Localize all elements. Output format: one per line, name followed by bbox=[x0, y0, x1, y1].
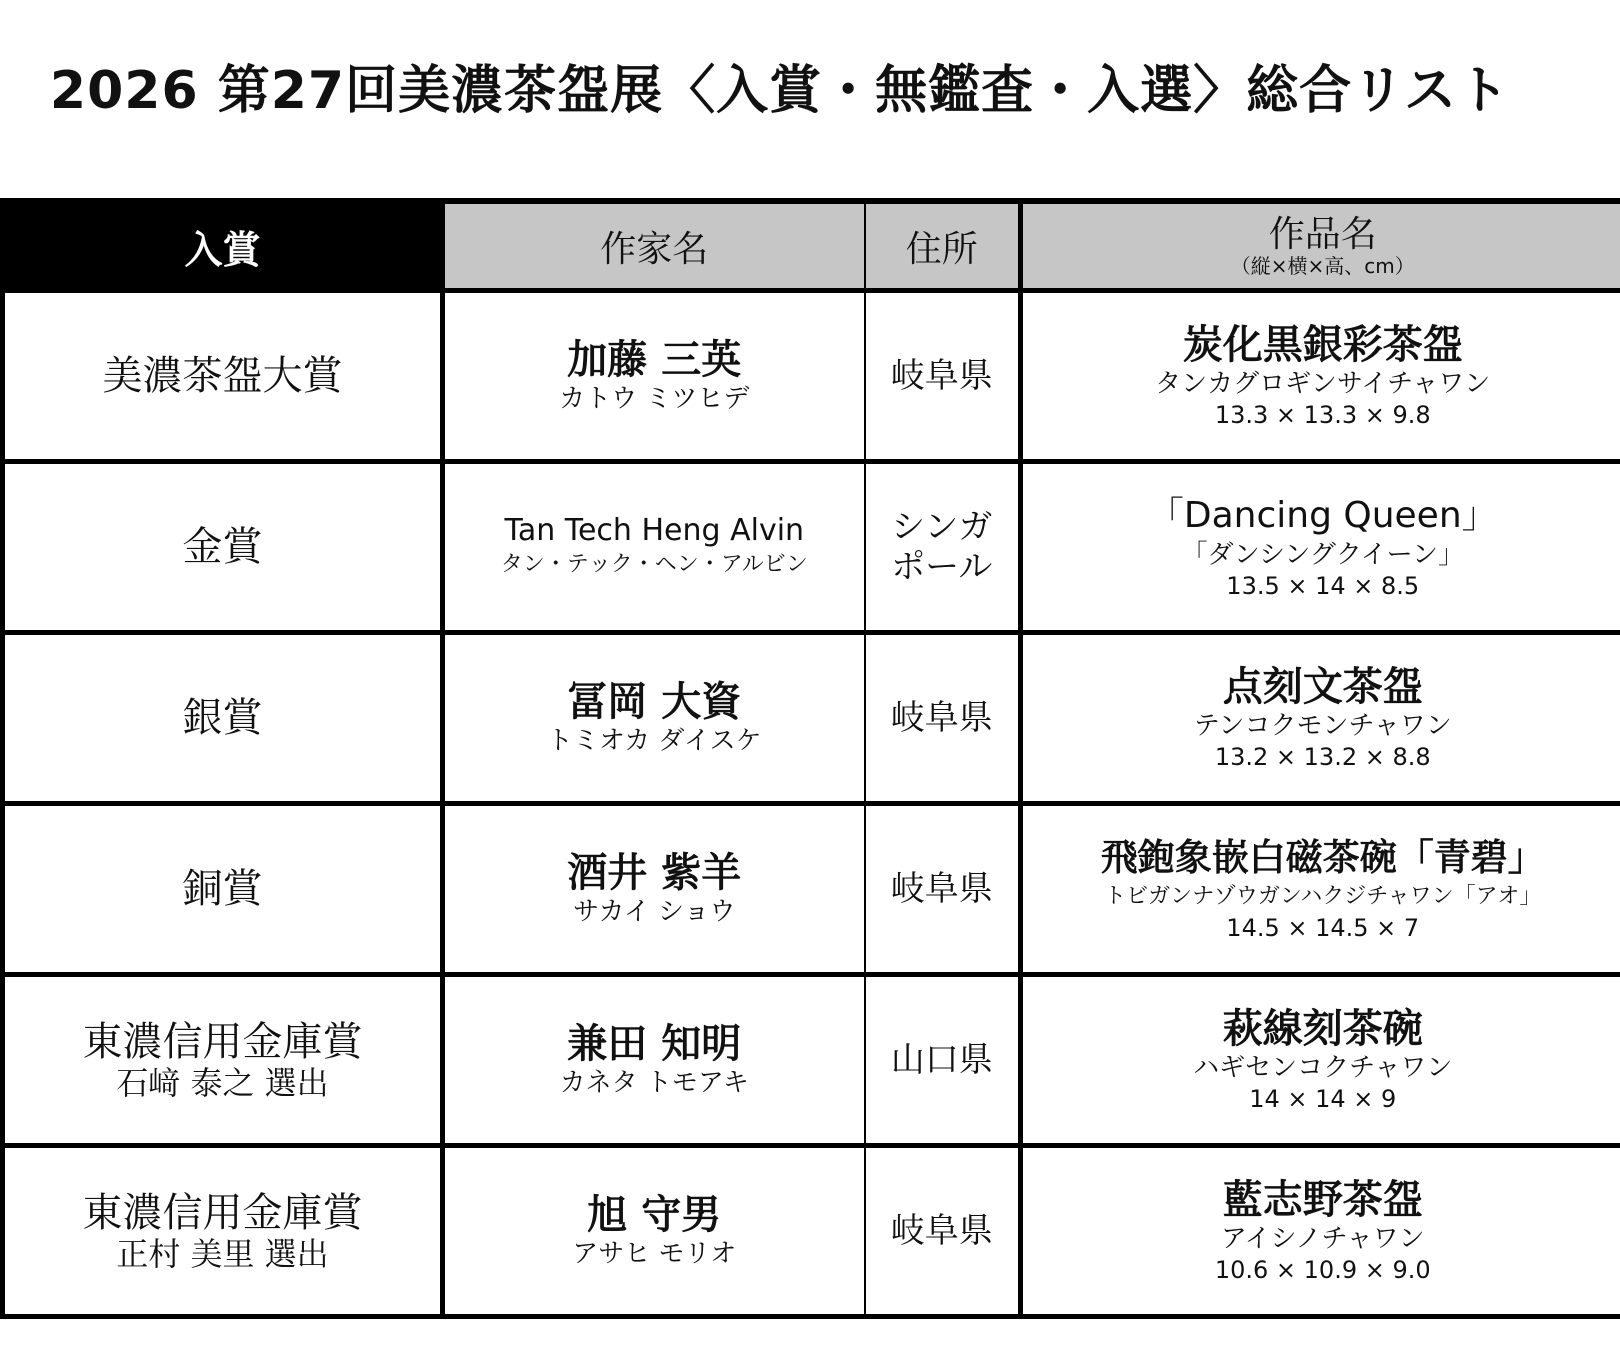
header-artist: 作家名 bbox=[443, 201, 865, 291]
award-selector: 正村 美里 選出 bbox=[116, 1235, 329, 1273]
artist-cell bbox=[443, 462, 865, 633]
award-cell bbox=[3, 633, 443, 804]
address-cell bbox=[865, 975, 1021, 1146]
address: 山口県 bbox=[890, 1040, 993, 1080]
address: 岐阜県 bbox=[890, 869, 993, 909]
artist-cell bbox=[443, 291, 865, 462]
artist-cell bbox=[443, 975, 865, 1146]
work-title: 「Dancing Queen」 bbox=[1147, 495, 1498, 536]
award-name: 美濃茶盌大賞 bbox=[102, 353, 343, 399]
artist-name: 冨岡 大資 bbox=[567, 679, 742, 725]
address-cell bbox=[865, 462, 1021, 633]
header-award: 入賞 bbox=[3, 201, 443, 291]
award-name: 金賞 bbox=[182, 524, 263, 570]
work-dimensions: 13.5 × 14 × 8.5 bbox=[1226, 572, 1420, 600]
work-kana: ハギセンコクチャワン bbox=[1193, 1053, 1453, 1083]
award-cell bbox=[3, 1146, 443, 1317]
table-row bbox=[3, 291, 1620, 462]
work-dimensions: 13.3 × 13.3 × 9.8 bbox=[1214, 401, 1431, 429]
work-dimensions: 14.5 × 14.5 × 7 bbox=[1226, 914, 1420, 942]
work-cell bbox=[1021, 291, 1620, 462]
award-selector: 石﨑 泰之 選出 bbox=[116, 1064, 329, 1102]
work-kana: タンカグロギンサイチャワン bbox=[1155, 369, 1491, 399]
work-cell bbox=[1021, 462, 1620, 633]
artist-name: 加藤 三英 bbox=[567, 337, 742, 383]
artist-kana: タン・テック・ヘン・アルビン bbox=[500, 552, 808, 577]
work-title: 点刻文茶盌 bbox=[1222, 664, 1423, 710]
table-row bbox=[3, 1146, 1620, 1317]
header-row bbox=[3, 201, 1620, 291]
table-row bbox=[3, 975, 1620, 1146]
work-title: 炭化黒銀彩茶盌 bbox=[1182, 322, 1463, 368]
work-cell bbox=[1021, 1146, 1620, 1317]
address-line2: ポール bbox=[891, 547, 993, 587]
artist-kana: アサヒ モリオ bbox=[572, 1239, 737, 1269]
work-cell bbox=[1021, 633, 1620, 804]
work-kana: テンコクモンチャワン bbox=[1193, 711, 1452, 741]
header-work-note: （縦×横×高、cm） bbox=[1230, 254, 1415, 278]
header-address: 住所 bbox=[865, 201, 1021, 291]
address: 岐阜県 bbox=[890, 1211, 993, 1251]
award-name: 銀賞 bbox=[182, 695, 263, 741]
page-title: 2026 第27回美濃茶盌展〈入賞・無鑑査・入選〉総合リスト bbox=[49, 61, 1511, 121]
award-name: 東濃信用金庫賞 bbox=[82, 1190, 363, 1236]
address: 岐阜県 bbox=[890, 698, 993, 738]
work-cell bbox=[1021, 804, 1620, 975]
artist-kana: サカイ ショウ bbox=[573, 897, 736, 927]
artist-cell bbox=[443, 804, 865, 975]
work-title: 萩線刻茶碗 bbox=[1222, 1006, 1423, 1052]
header-work bbox=[1021, 201, 1620, 291]
header-work-label: 作品名 bbox=[1268, 214, 1377, 255]
artist-cell bbox=[443, 1146, 865, 1317]
table-row bbox=[3, 633, 1620, 804]
work-title: 飛鉋象嵌白磁茶碗「青碧」 bbox=[1100, 836, 1545, 879]
work-cell bbox=[1021, 975, 1620, 1146]
table-row bbox=[3, 804, 1620, 975]
artist-kana: カトウ ミツヒデ bbox=[559, 384, 750, 414]
address: 岐阜県 bbox=[890, 356, 993, 396]
work-kana: 「ダンシングクイーン」 bbox=[1181, 540, 1465, 570]
artist-name: 旭 守男 bbox=[587, 1192, 722, 1238]
award-name: 銅賞 bbox=[182, 866, 263, 912]
work-kana: トビガンナゾウガンハクジチャワン「アオ」 bbox=[1104, 884, 1542, 909]
award-cell bbox=[3, 291, 443, 462]
address-cell bbox=[865, 1146, 1021, 1317]
artist-name: 兼田 知明 bbox=[567, 1021, 742, 1067]
work-dimensions: 10.6 × 10.9 × 9.0 bbox=[1214, 1256, 1431, 1284]
artist-kana: トミオカ ダイスケ bbox=[546, 726, 762, 756]
artist-name: Tan Tech Heng Alvin bbox=[504, 513, 805, 548]
address-cell bbox=[865, 804, 1021, 975]
award-cell bbox=[3, 804, 443, 975]
work-dimensions: 13.2 × 13.2 × 8.8 bbox=[1214, 743, 1431, 771]
artist-name: 酒井 紫羊 bbox=[567, 850, 742, 896]
award-cell bbox=[3, 462, 443, 633]
work-kana: アイシノチャワン bbox=[1220, 1224, 1425, 1254]
artist-cell bbox=[443, 633, 865, 804]
work-dimensions: 14 × 14 × 9 bbox=[1249, 1085, 1397, 1113]
address-cell bbox=[865, 633, 1021, 804]
award-name: 東濃信用金庫賞 bbox=[82, 1019, 363, 1065]
work-title: 藍志野茶盌 bbox=[1222, 1177, 1423, 1223]
table-row bbox=[3, 462, 1620, 633]
award-cell bbox=[3, 975, 443, 1146]
address-cell bbox=[865, 291, 1021, 462]
award-table bbox=[0, 198, 1620, 1319]
address: シンガ bbox=[891, 507, 993, 547]
artist-kana: カネタ トモアキ bbox=[559, 1068, 749, 1098]
